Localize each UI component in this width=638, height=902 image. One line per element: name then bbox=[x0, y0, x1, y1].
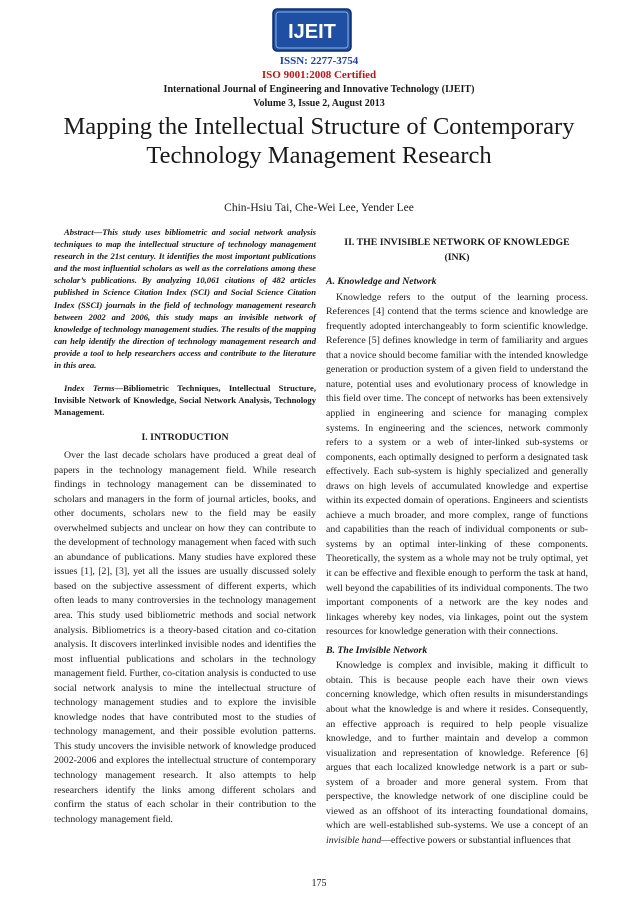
introduction-heading: I. INTRODUCTION bbox=[141, 432, 229, 444]
section-heading-ink: II. THE INVISIBLE NETWORK OF KNOWLEDGE (INK) bbox=[344, 237, 570, 263]
invisible-hand-term: invisible hand bbox=[326, 834, 382, 846]
subsection-a-heading: A. Knowledge and Network bbox=[326, 276, 437, 288]
journal-name: International Journal of Engineering and Innovative Technology (IJEIT) bbox=[163, 84, 475, 95]
logo-text: IJEIT bbox=[288, 21, 336, 43]
subsection-b-heading: B. The Invisible Network bbox=[326, 644, 428, 656]
index-terms-label: Index Terms bbox=[64, 383, 115, 394]
index-terms-text: —Bibliometric Techniques, Intellectual Structure, Invisible Network of Knowledge, Social Network Analysis, Technology Management. bbox=[54, 383, 316, 418]
subsection-b-text bbox=[326, 659, 588, 848]
paper-title: Mapping the Intellectual Structure of Contemporary Technology Management Research bbox=[63, 113, 575, 169]
subsection-b-text-part2: —effective powers or substantial influences that bbox=[381, 834, 571, 846]
subsection-b-text-part1: Knowledge is complex and invisible, making it difficult to obtain. This is because people each have their own views concerning knowledge, which often results in misunderstandings about what the knowledge is and where it resides. Consequently, an effective approach is required to help people visualize knowledge, and to further maintain and develop a common visualization and representation of knowledge. Reference [6] argues that each localized knowledge network is a part or sub-system of a broader and more general system. From that perspective, the knowledge network of one discipline could be viewed as an offshoot of its interacting foundational domains, which are well-established sub-systems. We use a concept of an bbox=[326, 660, 588, 832]
right-column bbox=[326, 226, 588, 848]
subsection-a-text: Knowledge refers to the output of the learning process. References [4] contend that the terms science and knowledge are frequently adopted interchangeably to form scientific knowledge. Reference [5] defines knowledge in term of familiarity and argues that a novice should become familiar with the intended knowledge generation or production system of a given field to understand the nature, potential uses and evolutionary process of knowledge in this field over time. The concept of networks has been extensively applied in engineering and science for managing complex systems. In engineering and the sciences, network commonly refers to a system or a web of inter-linked sub-systems or components, each optimally designed to perform a designated task effectively. Each sub-system is highly specialized and generally draws on high levels of accumulated knowledge and expertise within its expected domain of operations. Engineers and scientists achieve a much broader, and more complex, range of functions and capabilities than the reach of individual components or sub-systems by an optimal inter-linking of these components. Theoretically, the system as a whole may not be truly optimal, yet it can be effective and flexible enough to perform the task at hand, well beyond the capabilities of its individual components. The two important components of a network are the key nodes and linkages whereby key nodes, via linkages, point out the system resources for knowledge generation with their connections. bbox=[326, 291, 588, 638]
page-number: 175 bbox=[311, 878, 327, 889]
paper-authors: Chin-Hsiu Tai, Che-Wei Lee, Yender Lee bbox=[224, 202, 414, 214]
issn-line: ISSN: 2277-3754 bbox=[279, 55, 359, 67]
left-column bbox=[54, 226, 316, 827]
index-terms bbox=[54, 382, 316, 418]
volume-issue: Volume 3, Issue 2, August 2013 bbox=[253, 98, 385, 109]
abstract: Abstract—This study uses bibliometric and social network analysis techniques to map the intellectual structure of technology management research in the 21st century. It identifies the most important publications and the most influential scholars as well as the correlations among these scholar’s publications. By analyzing 10,061 citations of 482 articles published in Science Citation Index (SCI) and Social Science Citation Index (SSCI) journals in the field of technology management research between 2002 and 2006, this study maps an invisible network of knowledge of technology management studies. The results of the mapping can help identify the direction of technology management research and provide a tool to help researchers access and contribute to the literature in this area. bbox=[54, 227, 316, 371]
iso-certification: ISO 9001:2008 Certified bbox=[261, 69, 377, 81]
ijeit-logo bbox=[272, 8, 352, 52]
introduction-text: Over the last decade scholars have produced a great deal of papers in the technology management field. While research findings in technology management can be disseminated to scholars and managers in the form of journal articles, books, and other documents, scholars new to the field may be easily overwhelmed subjects and unclear on how they can contribute to the development of technology management when faced with such an abundance of publications. Many studies have explored these issues [1], [2], [3], yet all the issues are usually discussed solely based on the subjective assessment of different experts, which often leads to many controversies in the technology management area. This study used bibliometric methods and social network analysis. Bibliometrics is a theory-based citation and co-citation analysis. It discovers interlinked invisible nodes and identifies the most influential publications and scholars in the technology management field. Further, co-citation analysis is conducted to use social network analysis to mine the intellectual structure of technology management studies and to explore the invisible knowledge nodes that have contributed most to the studies of technology management, and their possible evolution patterns. This study uncovers the invisible network of knowledge produced 2002-2006 and explores the intellectual structure of contemporary technology management research. It also attempts to help researchers identify the links among different scholars and confirm the status of each scholar in their contribution to the technology management field. bbox=[54, 449, 316, 825]
